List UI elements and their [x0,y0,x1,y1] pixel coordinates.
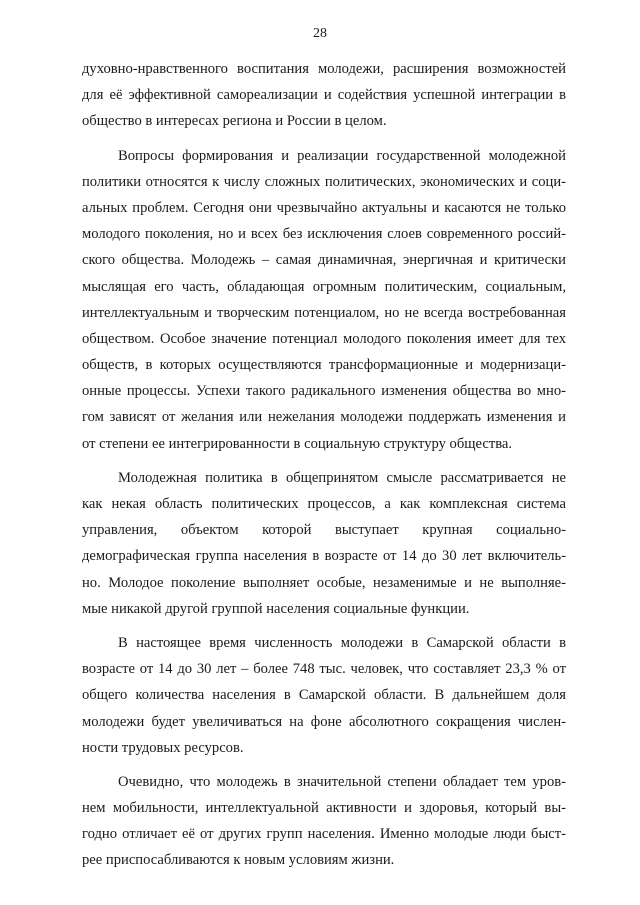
text-line: ности трудовых ресурсов. [82,739,244,756]
text-line: обществом. Особое значение потенциал молодого поколения имеет для тех [82,330,566,347]
text-line: от степени ее интегрированности в социальную структуру общества. [82,435,513,452]
text-line: управления, объектом которой выступает крупная социально- [82,522,566,539]
text-line: Молодежная политика в общепринятом смысле рассматривается не [118,469,566,486]
text-line: но. Молодое поколение выполняет особые, незаменимые и не выполняе- [82,574,566,591]
text-line: годно отличает её от других групп населения. Именно молодые люди быст- [82,826,566,843]
text-line: молодежи будет увеличиваться на фоне абсолютного сокращения числен- [82,713,566,730]
text-line: альных проблем. Сегодня они чрезвычайно актуальны и касаются не только [82,199,566,216]
text-line: демографическая группа населения в возрасте от 14 до 30 лет включитель- [82,548,566,565]
text-line: для её эффективной самореализации и содействия успешной интеграции в [82,87,566,104]
text-line: онные процессы. Успехи такого радикального изменения общества во мно- [82,383,566,400]
text-line: молодого поколения, но и всех без исключения слоев современного россий- [82,226,566,243]
text-line: общество в интересах региона и России в целом. [82,113,387,130]
text-line: интеллектуальным и творческим потенциалом, но не всегда востребованная [82,304,566,321]
paragraph [82,465,566,622]
text-line: мыслящая его часть, обладающая огромным политическим, социальным, [82,278,566,295]
text-line: Очевидно, что молодежь в значительной степени обладает тем уров- [118,773,566,790]
text-line: обществ, в которых осуществляются трансформационные и модернизаци- [82,357,566,374]
text-line: рее приспосабливаются к новым условиям жизни. [82,852,395,869]
text-line: духовно-нравственного воспитания молодежи, расширения возможностей [82,61,566,77]
text-line: возрасте от 14 до 30 лет – более 748 тыс. человек, что составляет 23,3 % от [82,661,566,678]
page-number: 28 [313,26,327,41]
text-line: Вопросы формирования и реализации государственной молодежной [118,147,566,164]
paragraph [82,630,566,761]
text-line: общего количества населения в Самарской области. В дальнейшем доля [82,687,566,704]
text-line: В настоящее время численность молодежи в Самарской области в [118,634,566,651]
paragraph [82,769,566,874]
text-line: как некая область политических процессов, а как комплексная система [82,496,566,512]
text-line: гом зависят от желания или нежелания молодежи поддержать изменения и [82,409,566,426]
text-line: ского общества. Молодежь – самая динамичная, энергичная и критически [82,252,566,269]
text-line: мые никакой другой группой населения социальные функции. [82,600,470,617]
paragraph [82,56,566,135]
document-body [82,56,566,882]
text-line: нем мобильности, интеллектуальной активности и здоровья, который вы- [82,800,566,817]
paragraph [82,143,566,457]
text-line: политики относятся к числу сложных политических, экономических и соци- [82,173,566,190]
